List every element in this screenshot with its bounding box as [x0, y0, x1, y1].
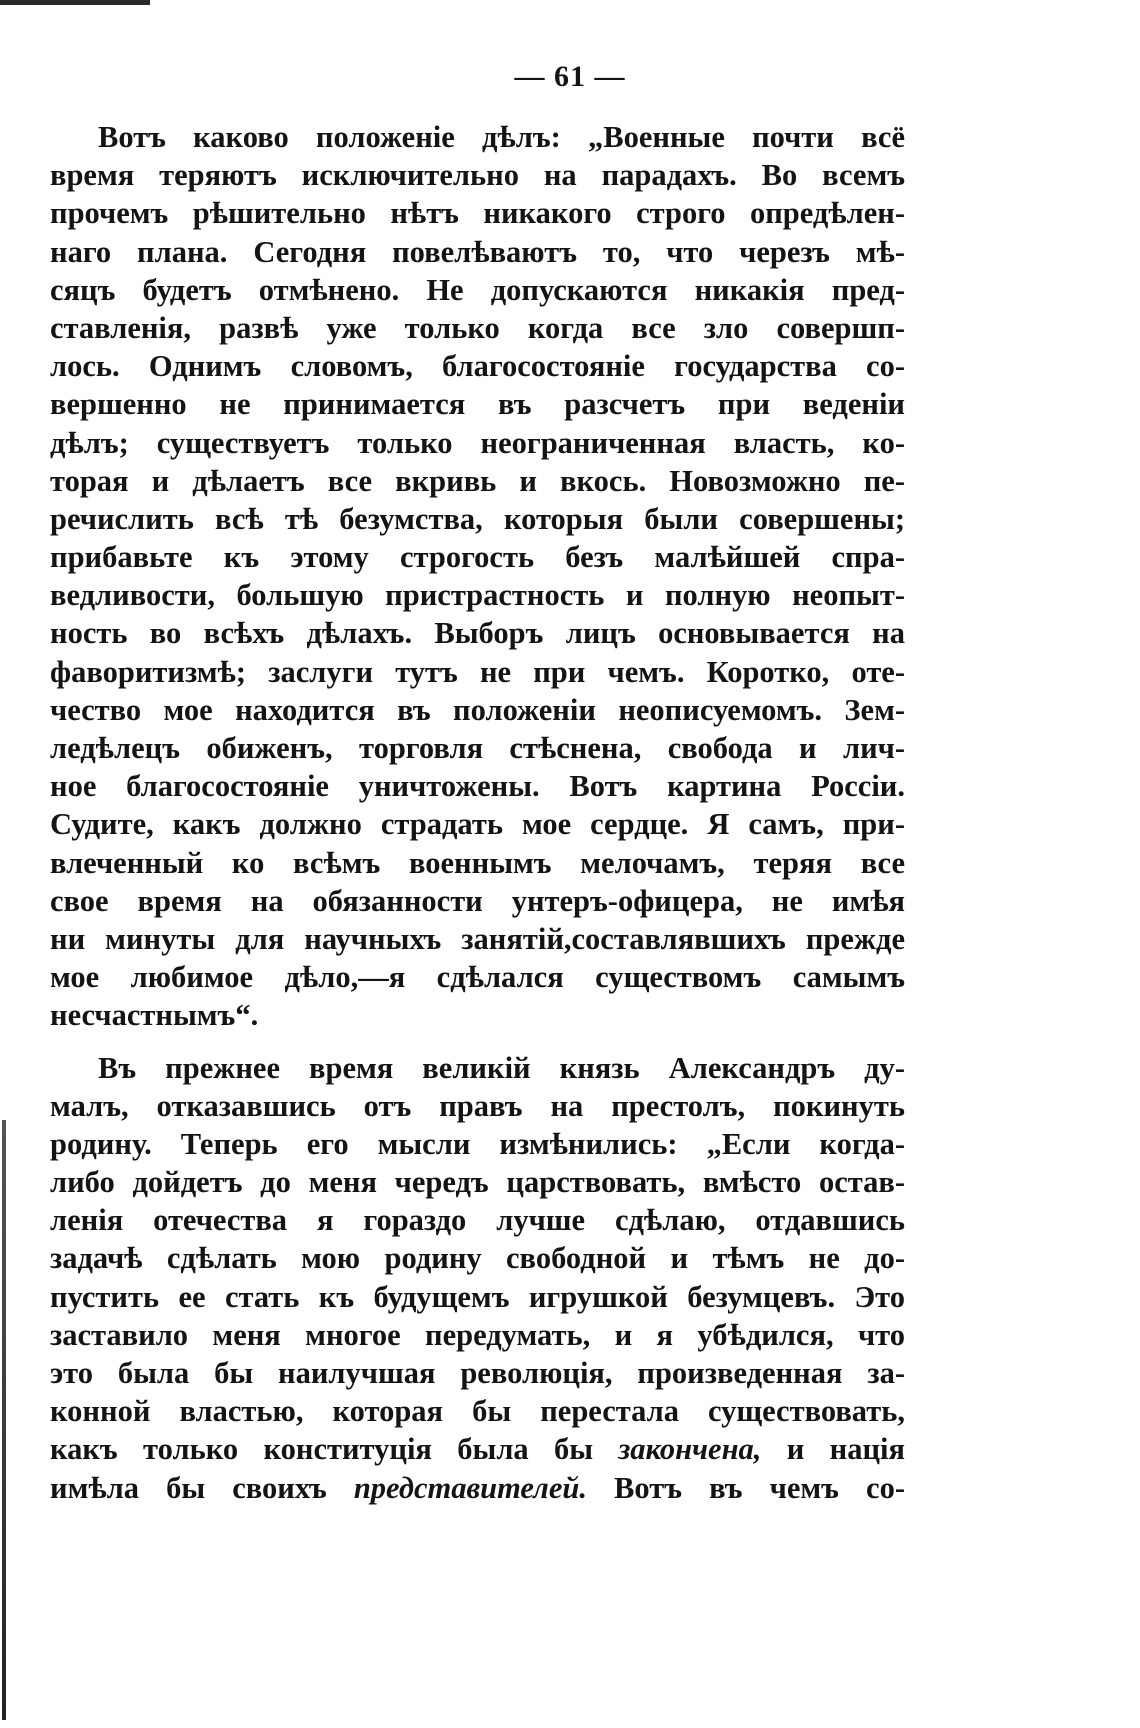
text-line: влеченный ко всѣмъ военнымъ мелочамъ, теряя все	[50, 845, 905, 880]
italic-word: представителей.	[353, 1470, 587, 1505]
text-line: ведливости, большую пристрастность и полную неопыт-	[50, 578, 905, 613]
text-line: вершенно не принимается въ разсчетъ при веденіи	[50, 387, 905, 422]
text-line	[50, 1430, 905, 1468]
text-line: конной властью, которая бы перестала существовать,	[50, 1394, 905, 1429]
text-line: Судите, какъ должно страдать мое сердце. Я самъ, при-	[50, 807, 905, 842]
text-line: мое любимое дѣло,—я сдѣлался существомъ самымъ	[50, 960, 905, 995]
text-line: торая и дѣлаетъ все вкривь и вкось. Новозможно пе-	[50, 463, 905, 498]
text-line: малъ, отказавшись отъ правъ на престолъ, покинуть	[50, 1088, 905, 1123]
text-line: прибавьте къ этому строгость безъ малѣйшей спра-	[50, 540, 905, 575]
text-line: либо дойдетъ до меня чередъ царствовать, вмѣсто остав-	[50, 1165, 905, 1200]
text-line	[50, 1469, 905, 1507]
text-line: прочемъ рѣшительно нѣтъ никакого строго опредѣлен-	[50, 196, 905, 231]
text-line: ставленія, развѣ уже только когда все зло совершп-	[50, 310, 905, 345]
text-line: Въ прежнее время великій князь Александръ ду-	[98, 1050, 905, 1085]
text-line: ни минуты для научныхъ занятій,составлявшихъ прежде	[50, 921, 905, 956]
text-line: дѣлъ; существуетъ только неограниченная власть, ко-	[50, 425, 905, 460]
text-line: ное благосостояніе уничтожены. Вотъ картина Россіи.	[50, 769, 905, 804]
text-line: свое время на обязанности унтеръ-офицера, не имѣя	[50, 883, 905, 918]
text-line: пустить ее стать къ будущемъ игрушкой безумцевъ. Это	[50, 1279, 905, 1314]
text-line: чество мое находится въ положеніи неописуемомъ. Зем-	[50, 692, 905, 727]
text-line: сяцъ будетъ отмѣнено. Не допускаются никакія пред-	[50, 272, 905, 307]
text-segment: какъ только конституція была бы	[50, 1432, 594, 1467]
text-line: Вотъ каково положеніе дѣлъ: „Военные почти всё	[98, 120, 905, 154]
binding-edge	[2, 1120, 6, 1720]
text-line: ледѣлецъ обиженъ, торговля стѣснена, свобода и лич-	[50, 731, 905, 765]
text-line: заставило меня многое передумать, и я убѣдился, что	[50, 1317, 905, 1352]
italic-word: закончена,	[618, 1432, 762, 1467]
text-line: речислить всѣ тѣ безумства, которыя были совершены;	[50, 501, 905, 536]
paragraph-2	[50, 1049, 905, 1507]
text-line: это была бы наилучшая революція, произведенная за-	[50, 1356, 905, 1390]
text-line: лось. Однимъ словомъ, благосостояніе государства со-	[50, 349, 905, 384]
text-segment: имѣла бы своихъ	[50, 1470, 327, 1505]
text-line: родину. Теперь его мысли измѣнились: „Если когда-	[50, 1126, 905, 1161]
text-line: время теряютъ исключительно на парадахъ. Во всемъ	[50, 158, 905, 193]
text-line: несчастнымъ“.	[50, 998, 259, 1033]
text-line: ность во всѣхъ дѣлахъ. Выборъ лицъ основывается на	[50, 616, 905, 651]
paragraph-gap	[50, 1035, 905, 1049]
paragraph-1	[50, 118, 905, 1035]
text-line: ленія отечества я гораздо лучше сдѣлаю, отдавшись	[50, 1203, 905, 1238]
text-line: фаворитизмѣ; заслуги тутъ не при чемъ. Коротко, оте-	[50, 654, 905, 689]
body-text	[50, 118, 905, 1507]
text-segment: и нація	[786, 1432, 905, 1467]
top-rule	[0, 0, 150, 5]
text-segment: Вотъ въ чемъ со-	[614, 1470, 905, 1505]
text-line: наго плана. Сегодня повелѣваютъ то, что черезъ мѣ-	[50, 234, 905, 269]
text-line: задачѣ сдѣлать мою родину свободной и тѣмъ не до-	[50, 1241, 905, 1276]
page-number: — 61 —	[514, 60, 626, 93]
